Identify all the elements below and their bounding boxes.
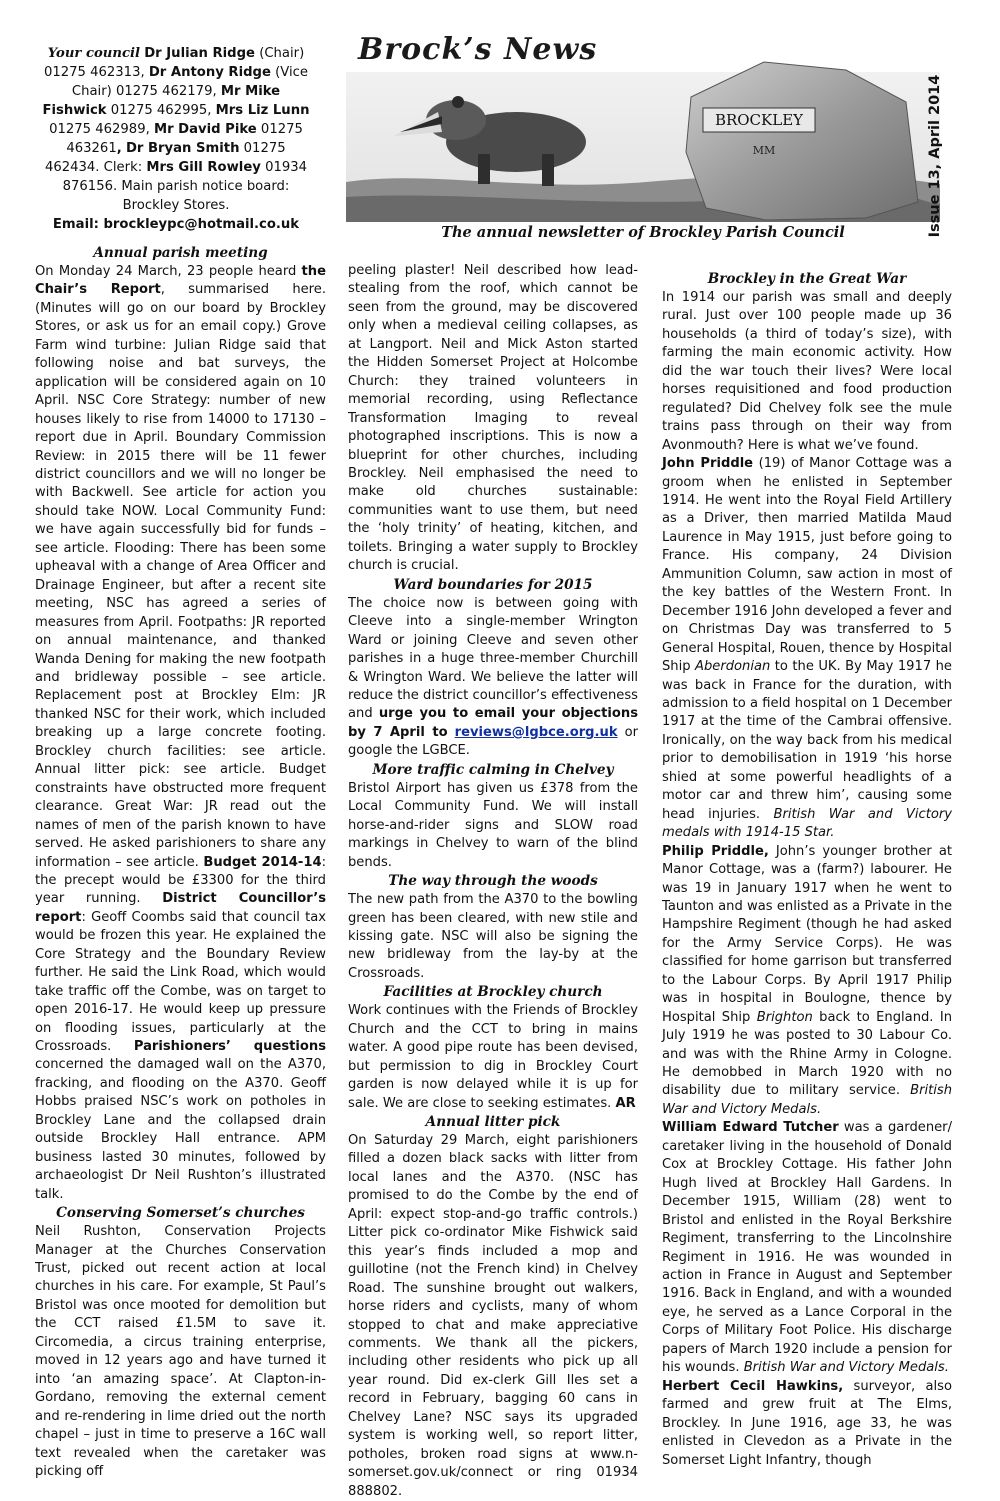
clerk-name: Mrs Gill Rowley xyxy=(146,160,261,175)
council-contacts xyxy=(40,44,312,234)
clerk-details: 01934 876156. Main parish notice board: Brockley Stores. xyxy=(62,160,308,213)
email-link[interactable]: reviews@lgbce.org.uk xyxy=(454,724,618,740)
article-herbert-hawkins: Herbert Cecil Hawkins, surveyor, also farmed and grew fruit at The Elms, Brockley. In June 1916, age 33, he was enlisted in Clevedon as a Private in the Somerset Light Infantry, though xyxy=(662,1378,952,1468)
heading-church-facilities: Facilities at Brockley church xyxy=(383,984,603,1001)
heading-way-through-woods: The way through the woods xyxy=(388,873,598,890)
article-john-priddle: John Priddle (19) of Manor Cottage was a groom when he enlisted in September 1914. He went into the Royal Field Artillery as a Driver, then married Matilda Maud Laurence in May 1915, just before going to France. His company, 24 Division Ammunition Column, saw action in most of the key battles of the Western Front. In December 1916 John developed a fever and on Christmas Day was transferred to 5 General Hospital, Rouen, thence by Hospital Ship Aberdonian to the UK. By May 1917 he was back in France for the duration, with admission to a field hospital on 1 December 1917 at the time of the Cambrai offensive. Ironically, on the way back from his medical prior to demobilisation in 1919 ‘his horse shied at some powerful headlights of a motor car and threw him’, causing some head injuries. British War and Victory medals with 1914-15 Star. xyxy=(662,456,952,841)
column-2 xyxy=(348,262,638,1501)
article-litter-pick: On Saturday 29 March, eight parishioners filled a dozen black sacks with litter from local lanes and the A370. (NSC has promised to do the Combe by the end of April: expect stop-and-go traffic controls.) Litter pick co-ordinator Mike Fishwick said this year’s finds included a mop and guillotine (not the French kind) in Chelvey Road. The sunshine brought out walkers, horse riders and cyclists, many of whom stopped to chat and make appreciative comments. We thank all the pickers, including other residents who pick up all year round. Did ex-clerk Gill Iles set a record in February, bagging 60 cans in Chelvey Lane? NSC says its upgraded system is working well, so report litter, potholes, broken road signs at www.n-somerset.gov.uk/connect or ring 01934 888802. xyxy=(348,1133,638,1499)
councillor-name: Dr Julian Ridge xyxy=(144,46,255,61)
heading-ward-boundaries: Ward boundaries for 2015 xyxy=(393,576,593,593)
issue-label: Issue 13, April 2014 xyxy=(927,74,943,238)
heading-traffic-calming: More traffic calming in Chelvey xyxy=(372,761,614,778)
councillor-details: (Chair) 01275 462313, xyxy=(43,46,305,80)
council-lead: Your council xyxy=(47,46,141,61)
article-conserving-churches: Neil Rushton, Conservation Projects Manager at the Churches Conservation Trust, picked out recent action at local churches in his care. For example, St Paul’s Bristol was once mooted for demolition but the CCT raised £1.5M to save it. Circomedia, a circus training enterprise, moved in 12 years ago and have turned it into ‘an amazing space’. At Clapton-in-Gordano, removing the external cement and re-rendering in lime dried out the north chapel – just in time to preserve a 16C wall text revealed when the caretaker was picking off xyxy=(35,1224,326,1479)
heading-litter-pick: Annual litter pick xyxy=(425,1114,561,1131)
comma: , xyxy=(116,141,122,156)
column-1 xyxy=(35,244,326,1481)
councillor-details: 01275 462989, xyxy=(49,122,154,137)
councillor-name: Mr David Pike xyxy=(153,122,257,137)
newsletter-title: Brock’s News xyxy=(358,32,598,67)
councillor-name: Mr Mike Fishwick xyxy=(42,84,281,118)
column-3 xyxy=(662,270,952,1470)
councillor-details: 01275 462434. Clerk: xyxy=(44,141,286,175)
councillor-details: (Vice Chair) 01275 462179, xyxy=(71,65,309,99)
councillor-details: 01275 463261 xyxy=(66,122,303,156)
article-annual-parish-meeting: On Monday 24 March, 23 people heard the Chair’s Report, summarised here. (Minutes will go on our board by Brockley Stores, or ask us for an email copy.) Grove Farm wind turbine: Julian Ridge said that following noise and bat surveys, the application will be considered again on 10 April. NSC Core Strategy: number of new houses likely to rise from 14000 to 17130 – report due in April. Boundary Commission Review: in 2015 there will be 11 fewer district councillors and we will no longer be with Backwell. See article for action you should take NOW. Local Community Fund: we have again successfully bid for funds – see article. Flooding: There has been some upheaval with a change of Area Officer and Drainage Engineer, but after a recent site meeting, NSC has agreed a series of measures from April. Footpaths: JR reported on annual maintenance, and thanked Wanda Dening for making the new footpath and bridleway possible – see article. Replacement post at Brockley Elm: JR thanked NSC for their work, which included breaking up a large concrete footing. Brockley church facilities: see article. Annual litter pick: see article. Budget constraints have obstructed more frequent clearance. Great War: JR read out the names of men of the parish known to have served. He asked parishioners to share any information – see article. Budget 2014-14: the precept would be £3300 for the third year running. District Councillor’s report: Geoff Coombs said that council tax would be frozen this year. He explained the Core Strategy and the Boundary Review further. He said the Link Road, which would take traffic off the Combe, was on target to open 2016-17. He would keep up pressure on flooding issues, particularly at the Crossroads. Parishioners’ questions concerned the damaged wall on the A370, fracking, and flooding on the A370. Geoff Hobbs praised NSC’s work on potholes in Brockley Lane and the collapsed drain outside Brockley Hall entrance. APM business lasted 30 minutes, followed by archaeologist Dr Neil Rushton’s illustrated talk. xyxy=(35,264,327,1202)
tagline: The annual newsletter of Brockley Parish Council xyxy=(441,224,845,241)
stone-mark: MM xyxy=(752,144,776,157)
article-ward-boundaries: The choice now is between going with Cleeve into a single-member Wrington Ward or joining Cleeve and seven other parishes in a huge three-member Churchill & Wrington Ward. We believe the latter will reduce the district councillor’s effectiveness and urge you to email your objections by 7 April to reviews@lgbce.org.uk or google the LGBCE. xyxy=(348,595,638,759)
heading-annual-parish-meeting: Annual parish meeting xyxy=(93,245,268,261)
article-great-war-intro: In 1914 our parish was small and deeply rural. Just over 100 people made up 36 households (a third of today’s size), with farming the main economic activity. How did the war touch their lives? Were local horses requisitioned and food production regulated? Did Chelvey folk see the mule trains pass through on their way from Avonmouth? Here is what we’ve found. xyxy=(662,290,952,453)
heading-conserving-churches: Conserving Somerset’s churches xyxy=(56,1205,305,1222)
council-email: Email: brockleypc@hotmail.co.uk xyxy=(52,217,300,232)
councillor-details: 01275 462995, xyxy=(106,103,216,118)
councillor-name: Dr Antony Ridge xyxy=(148,65,271,80)
issue-label-box xyxy=(908,74,968,248)
councillor-name: Dr Bryan Smith xyxy=(125,141,240,156)
article-church-facilities: Work continues with the Friends of Brockley Church and the CCT to bring in mains water. A good pipe route has been devised, but permission to dig in Brockley Court garden is now delayed while it is up for sale. We are close to seeking estimates. AR xyxy=(348,1003,638,1111)
councillor-name: Mrs Liz Lunn xyxy=(215,103,310,118)
masthead xyxy=(346,32,940,222)
article-conserving-churches-cont: peeling plaster! Neil described how lead-stealing from the roof, which cannot be seen from the ground, may be discovered only when a medieval ceiling collapses, as at Langport. Neil and Mick Aston started the Hidden Somerset Project at Holcombe Church: they trained volunteers in memorial recording, using Reflectance Transformation Imaging to reveal photographed inscriptions. This is now a blueprint for other churches, including Brockley. Neil emphasised the need to make old churches sustainable: communities want to use them, but need the ‘holy trinity’ of heating, kitchen, and toilets. Bringing a water supply to Brockley church is crucial. xyxy=(348,263,638,574)
article-philip-priddle: Philip Priddle, John’s younger brother at Manor Cottage, was a (farm?) labourer. He was 19 in January 1917 when he went to Taunton and was enlisted as a Private in the Hampshire Regiment (though he had asked for the Army Service Corps). He was classified for home garrison but transferred to the Labour Corps. By April 1917 Philip was in hospital in Boulogne, thence by Hospital Ship Brighton back to England. In July 1919 he was posted to 30 Labour Co. and was with the Rhine Army in Cologne. He demobbed in March 1920 with no disability due to military service. British War and Victory Medals. xyxy=(662,843,952,1117)
article-traffic-calming: Bristol Airport has given us £378 from the Local Community Fund. We will install horse-and-rider signs and SLOW road markings in Chelvey to warn of the blind bends. xyxy=(348,780,638,870)
article-way-through-woods: The new path from the A370 to the bowling green has been cleared, with new stile and kissing gate. NSC will also be signing the new bridleway from the lay-by at the Crossroads. xyxy=(348,892,638,981)
stone-label: BROCKLEY xyxy=(714,111,804,129)
heading-great-war: Brockley in the Great War xyxy=(707,271,907,287)
article-william-tutcher: William Edward Tutcher was a gardener/ caretaker living in the household of Donald Cox at Brockley Cottage. His father John Hugh lived at Brockley Hall Gardens. In December 1915, William (28) went to Bristol and enlisted in the Royal Berkshire Regiment, transferring to the Lincolnshire Regiment in 1916. He was wounded in action in France in August and September 1916. Back in England, and with a wounded eye, he served as a Lance Corporal in the Corps of Military Foot Police. His discharge papers of March 1920 include a pension for his wounds. British War and Victory Medals. xyxy=(662,1120,952,1376)
